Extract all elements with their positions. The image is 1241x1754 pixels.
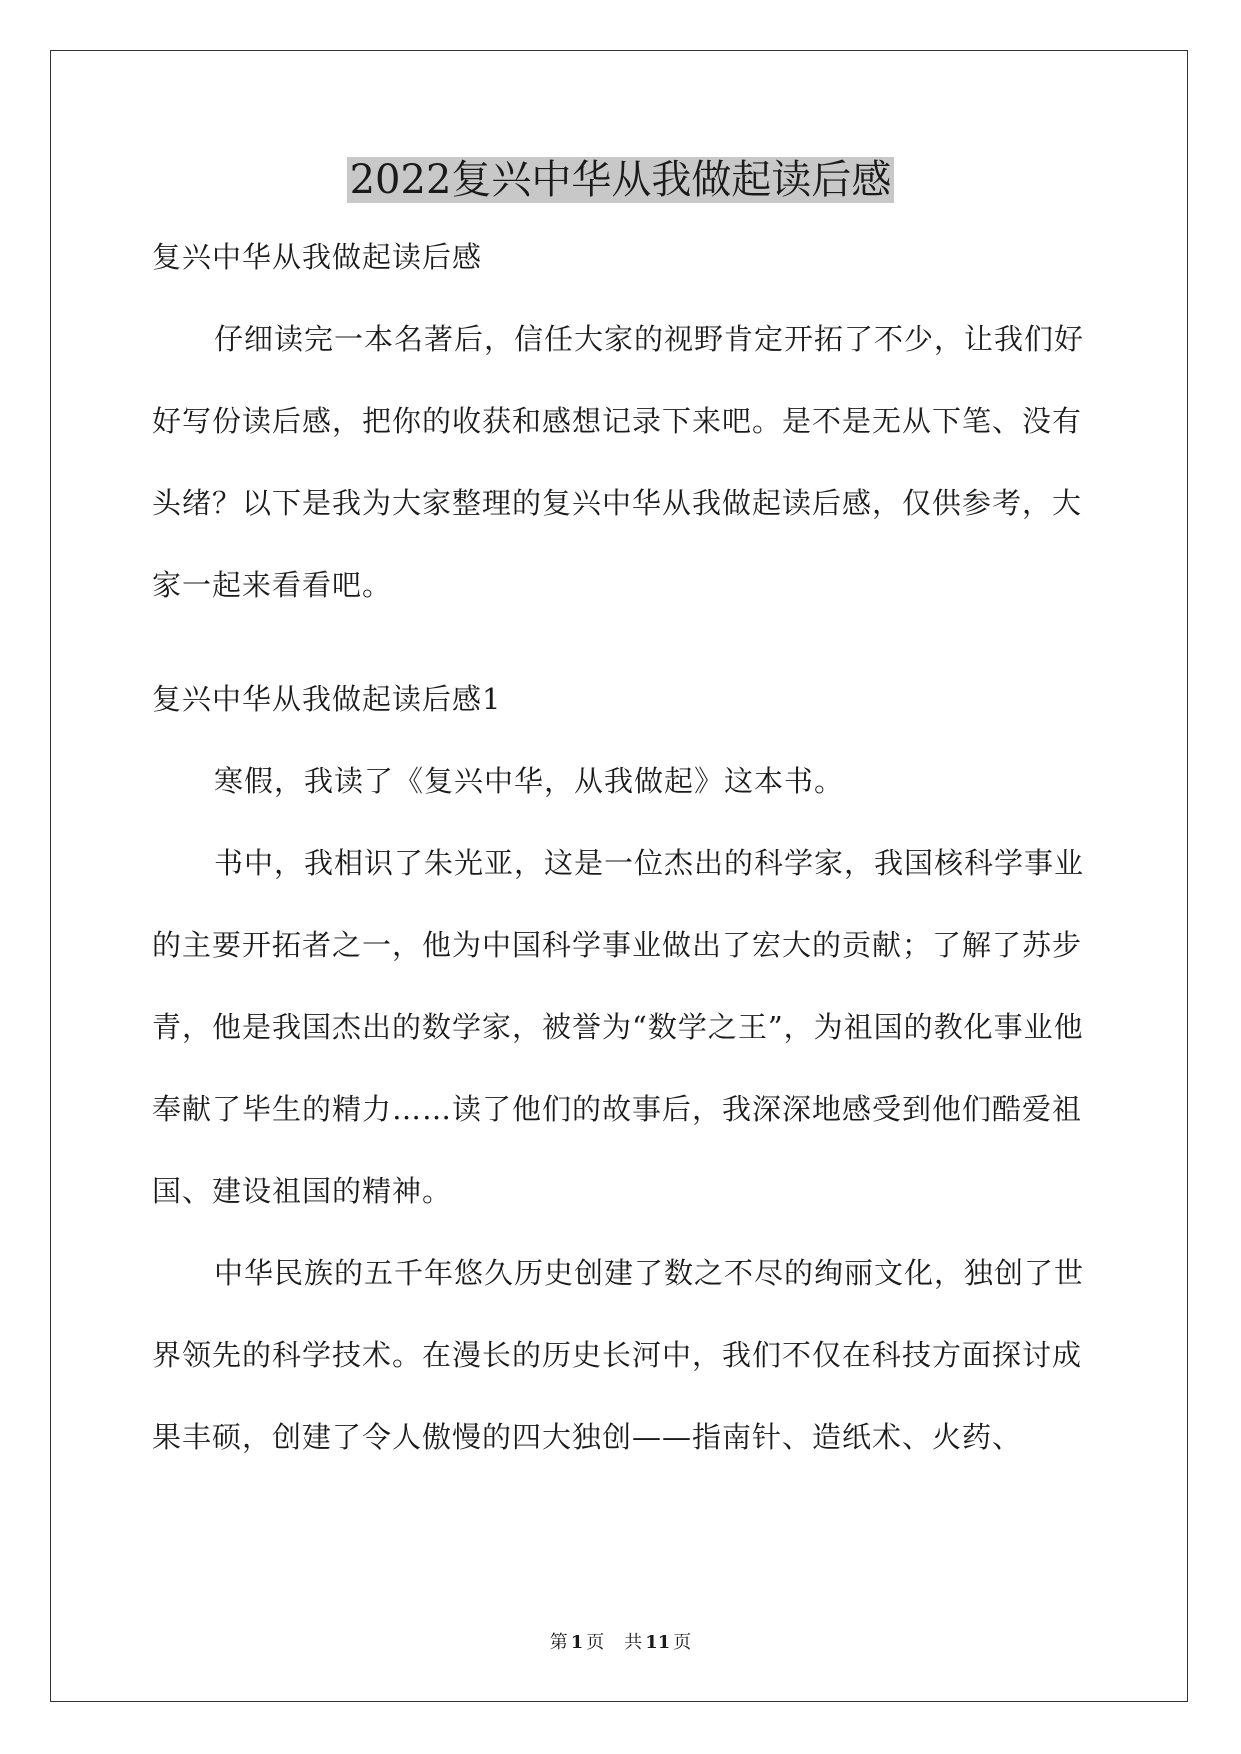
intro-block — [152, 216, 1097, 626]
section-1-paragraph: 寒假，我读了《复兴中华，从我做起》这本书。 — [214, 764, 845, 798]
page-prefix: 第 — [549, 1632, 568, 1653]
page-footer — [0, 1631, 1241, 1655]
document-title-text: 2022复兴中华从我做起读后感 — [347, 157, 895, 203]
intro-heading: 复兴中华从我做起读后感 — [152, 240, 483, 274]
intro-paragraph: 仔细读完一本名著后，信任大家的视野肯定开拓了不少，让我们好好写份读后感，把你的收获和感想记录下来吧。是不是无从下笔、没有头绪？以下是我为大家整理的复兴中华从我做起读后感，仅供参考，大家一起来看看吧。 — [152, 322, 1085, 602]
total-prefix: 共 — [624, 1632, 643, 1653]
section-1-paragraph: 书中，我相识了朱光亚，这是一位杰出的科学家，我国核科学事业的主要开拓者之一，他为中国科学事业做出了宏大的贡献；了解了苏步青，他是我国杰出的数学家，被誉为“数学之王”，为祖国的教化事业他奉献了毕生的精力……读了他们的故事后，我深深地感受到他们酷爱祖国、建设祖国的精神。 — [152, 846, 1085, 1208]
section-1-paragraph: 中华民族的五千年悠久历史创建了数之不尽的绚丽文化，独创了世界领先的科学技术。在漫长的历史长河中，我们不仅在科技方面探讨成果丰硕，创建了令人傲慢的四大独创——指南针、造纸术、火药、 — [152, 1256, 1085, 1454]
total-unit: 页 — [673, 1632, 692, 1653]
section-1-heading: 复兴中华从我做起读后感1 — [152, 682, 502, 716]
page-current: 1 — [570, 1632, 584, 1653]
page-unit: 页 — [586, 1632, 605, 1653]
section-1-block — [152, 658, 1097, 1478]
document-title — [0, 152, 1241, 208]
page-total: 11 — [645, 1632, 671, 1653]
